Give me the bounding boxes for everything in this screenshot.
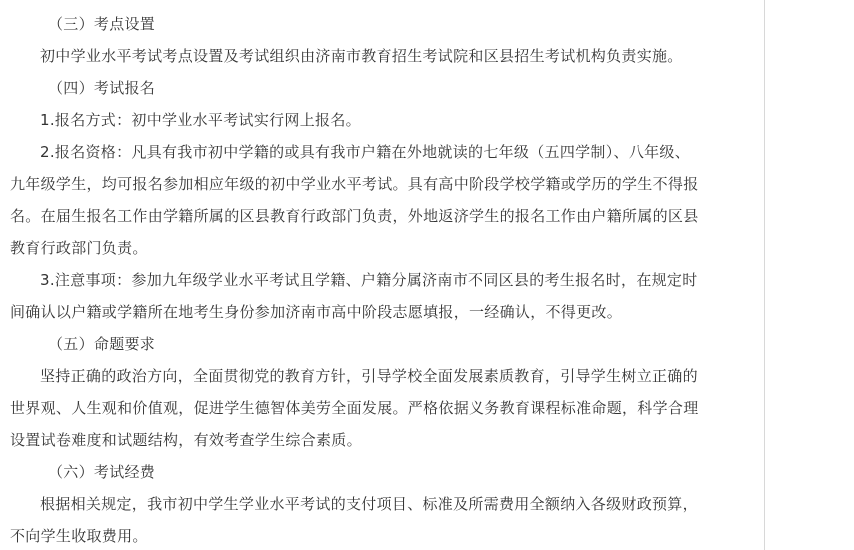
section-heading-question-requirements: （五）命题要求 [48, 335, 156, 353]
paragraph-line: 九年级学生，均可报名参加相应年级的初中学业水平考试。具有高中阶段学校学籍或学历的学生不得报 [10, 175, 699, 193]
paragraph-line: 教育行政部门负责。 [10, 239, 148, 257]
paragraph-line: 间确认以户籍或学籍所在地考生身份参加济南市高中阶段志愿填报，一经确认，不得更改。 [10, 303, 623, 321]
paragraph-line: 坚持正确的政治方向，全面贯彻党的教育方针，引导学校全面发展素质教育，引导学生树立正确的 [40, 367, 698, 385]
paragraph-line: 1.报名方式：初中学业水平考试实行网上报名。 [40, 111, 361, 129]
paragraph-line: 2.报名资格：凡具有我市初中学籍的或具有我市户籍在外地就读的七年级（五四学制）、八年级、 [40, 143, 691, 161]
section-heading-exam-funding: （六）考试经费 [48, 463, 156, 481]
paragraph-line: 初中学业水平考试考点设置及考试组织由济南市教育招生考试院和区县招生考试机构负责实施。 [40, 47, 683, 65]
section-heading-exam-sites: （三）考点设置 [48, 15, 156, 33]
page-divider [764, 0, 765, 550]
paragraph-line: 3.注意事项：参加九年级学业水平考试且学籍、户籍分属济南市不同区县的考生报名时，在规定时 [40, 271, 698, 289]
paragraph-line: 根据相关规定，我市初中学生学业水平考试的支付项目、标准及所需费用全额纳入各级财政预算， [40, 495, 698, 513]
paragraph-line: 名。在届生报名工作由学籍所属的区县教育行政部门负责，外地返济学生的报名工作由户籍所属的区县 [10, 207, 699, 225]
paragraph-line: 设置试卷难度和试题结构，有效考查学生综合素质。 [10, 431, 362, 449]
paragraph-line: 世界观、人生观和价值观，促进学生德智体美劳全面发展。严格依据义务教育课程标准命题，科学合理 [10, 399, 699, 417]
section-heading-registration: （四）考试报名 [48, 79, 156, 97]
paragraph-line: 不向学生收取费用。 [10, 527, 148, 545]
